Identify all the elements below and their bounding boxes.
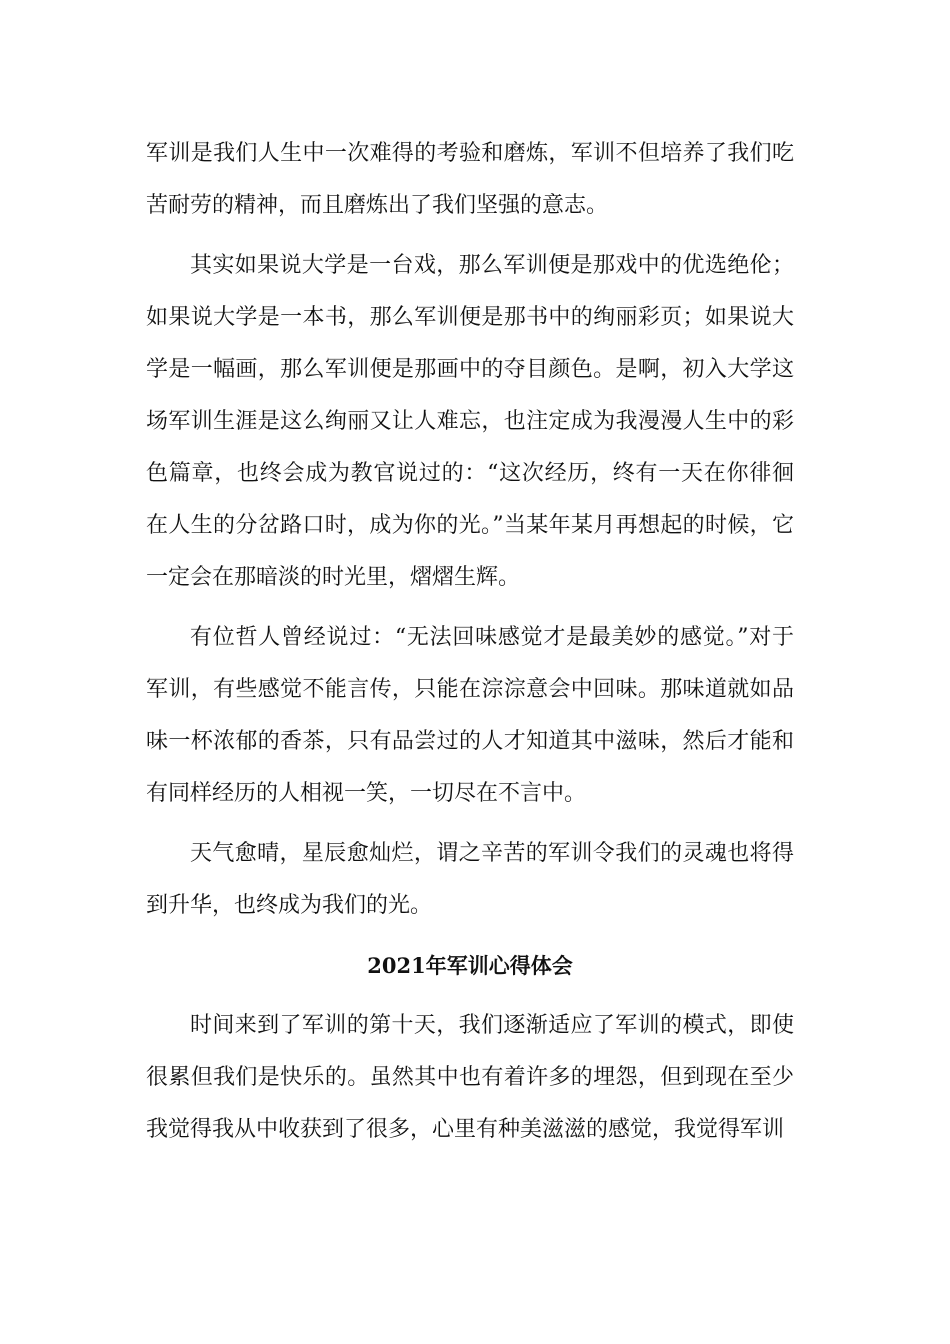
section-heading: 2021年军训心得体会: [367, 953, 573, 978]
paragraph-1: 军训是我们人生中一次难得的考验和磨炼，军训不但培养了我们吃苦耐劳的精神，而且磨炼出了我们坚强的意志。: [146, 141, 794, 218]
paragraph-4: 天气愈晴，星辰愈灿烂，谓之辛苦的军训令我们的灵魂也将得到升华，也终成为我们的光。: [146, 841, 794, 918]
paragraph-5: 时间来到了军训的第十天，我们逐渐适应了军训的模式，即使很累但我们是快乐的。虽然其中也有着许多的埋怨，但到现在至少我觉得我从中收获到了很多，心里有种美滋滋的感觉，我觉得军训: [146, 1013, 794, 1142]
document-body: [146, 128, 794, 1164]
paragraph-3: 有位哲人曾经说过：“无法回味感觉才是最美妙的感觉。”对于军训，有些感觉不能言传，只能在淙淙意会中回味。那味道就如品味一杯浓郁的香茶，只有品尝过的人才知道其中滋味，然后才能和有同样经历的人相视一笑，一切尽在不言中。: [146, 625, 794, 806]
paragraph-2: 其实如果说大学是一台戏，那么军训便是那戏中的优选绝伦；如果说大学是一本书，那么军训便是那书中的绚丽彩页；如果说大学是一幅画，那么军训便是那画中的夺目颜色。是啊，初入大学这场军训生涯是这么绚丽又让人难忘，也注定成为我漫漫人生中的彩色篇章，也终会成为教官说过的：“这次经历，终有一天在你徘徊在人生的分岔路口时，成为你的光。”当某年某月再想起的时候，它一定会在那暗淡的时光里，熠熠生辉。: [146, 253, 794, 590]
